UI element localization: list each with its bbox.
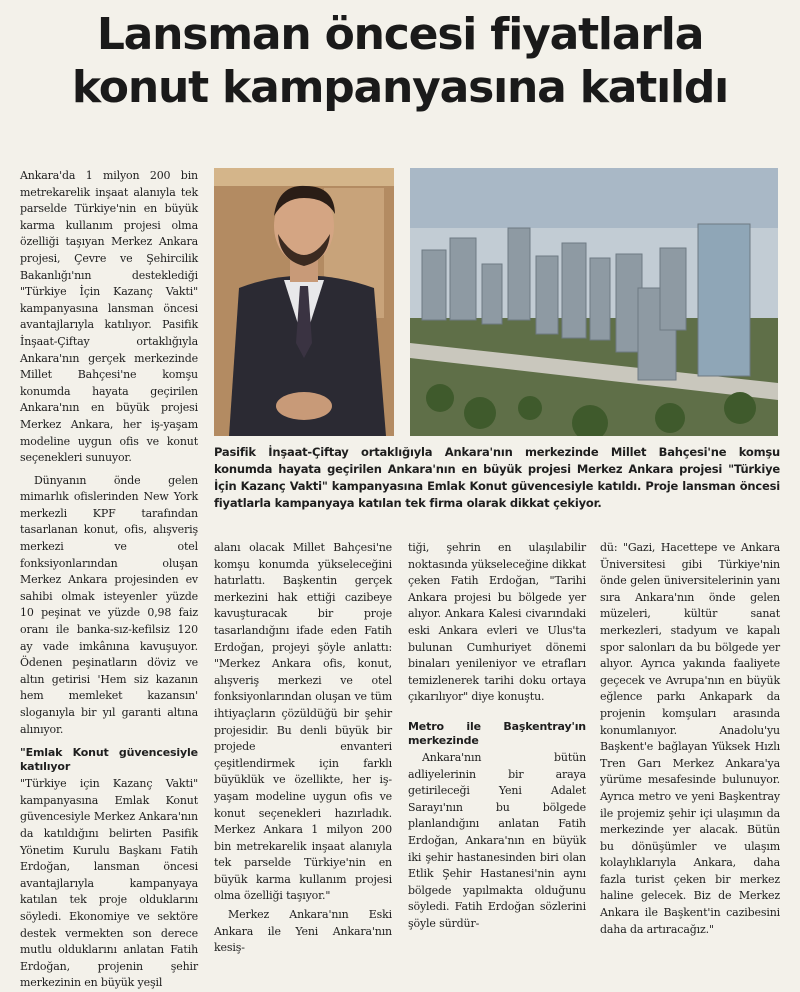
col1-subhead: "Emlak Konut güvencesiyle katılıyor (20, 746, 198, 774)
headline (14, 8, 786, 114)
col1-paragraph-2: Dünyanın önde gelen mimarlık ofislerinden New York merkezli KPF tarafından tasarlanan konut, ofis, alışveriş merkezi ve otel fonksiyonlarından oluşan Merkez Ankara projesinden ev sahibi olmak isteyenler yüzde 10 peşinat ve yüzde 0,98 faiz oranı ile banka-sız-kefilsiz 120 ay vade imkânına kavuşuyor. Ödenen peşinatların döviz ve altın getirisi 'Hem siz kazanın hem memleket kazansın' sloganıyla bir yıl garanti altına alınıyor. (20, 473, 198, 736)
headline-line-1: Lansman öncesi fiyatlarla (96, 9, 704, 60)
portrait-photo (214, 168, 394, 436)
column-1 (20, 168, 198, 992)
col3-paragraph-2: Ankara'nın bütün adliyelerinin bir araya getirileceği Yeni Adalet Sarayı'nın bu bölgede planlandığını anlatan Fatih Erdoğan, Ankara'nın en büyük iki şehir hastanesinden biri olan Etlik Şehir Hastanesi'nin aynı bölgede yapılmakta olduğunu söyledi. Fatih Erdoğan sözlerini şöyle sürdür- (408, 750, 586, 930)
project-rendering-photo (410, 168, 778, 436)
column-3 (408, 540, 586, 932)
city-illustration (410, 168, 778, 436)
col2-paragraph-1: alanı olacak Millet Bahçesi'ne komşu konumda yükseleceğini hatırlattı. Başkentin gerçek merkezini hak ettiği cazibeye kavuşturacak bir proje tasarlandığını ifade eden Fatih Erdoğan, projeyi şöyle anlattı: "Merkez Ankara ofis, konut, alışveriş merkezi ve otel fonksiyonlarından oluşan ve tüm ihtiyaçların çözüldüğü bir şehir projesidir. Bu denli büyük bir projede envanteri çeşitlendirmek için farklı büyüklük ve özellikte, her iş-yaşam modeline uygun ofis ve konut seçenekleri hazırladık. Merkez Ankara 1 milyon 200 bin metrekarelik inşaat alanıyla tek parselde Türkiye'nin en büyük karma kullanım projesi olma özelliği taşıyor." (214, 541, 392, 903)
col3-subhead: Metro ile Başkentray'ın merkezinde (408, 719, 586, 747)
col1-paragraph-1: Ankara'da 1 milyon 200 bin metrekarelik inşaat alanıyla tek parselde Türkiye'nin en büyük karma kullanım projesi olma özelliği taşıyan Merkez Ankara projesi, Çevre ve Şehircilik Bakanlığı'nın desteklediği "Türkiye İçin Kazanç Vakti" kampanyasına lansman öncesi avantajlarıyla katılıyor. Pasifik İnşaat-Çiftay ortaklığıyla Ankara'nın gerçek merkezinde Millet Bahçesi'ne komşu konumda hayata geçirilen Ankara'nın en büyük projesi Merkez Ankara, her iş-yaşam modeline uygun ofis ve konut seçenekleri sunuyor. (20, 169, 198, 465)
headline-line-2: konut kampanyasına katıldı (71, 62, 729, 113)
portrait-illustration (214, 168, 394, 436)
col4-paragraph-1: dü: "Gazi, Hacettepe ve Ankara Üniversitesi gibi Türkiye'nin önde gelen üniversitelerinin yanı sıra Ankara'nın önde gelen müzeleri, kültür sanat merkezleri, stadyum ve kapalı spor salonları da bu bölgede yer alıyor. Ayrıca yakında faaliyete geçecek ve Avrupa'nın en büyük eğlence parkı Ankapark da projenin komşuları arasında konumlanıyor. Anadolu'yu Başkent'e bağlayan Yüksek Hızlı Tren Garı Merkez Ankara'ya yürüme mesafesinde bulunuyor. Ayrıca metro ve yeni Başkentray ile projemiz şehir içi ulaşımın da merkezinde yer alacak. Bütün bu dönüşümler ve ulaşım kolaylıklarıyla Ankara, daha fazla turist çeken bir merkez haline gelecek. Biz de Merkez Ankara ile Başkent'in cazibesini daha da artıracağız." (600, 541, 780, 936)
col3-paragraph-1: tiği, şehrin en ulaşılabilir noktasında yükseleceğine dikkat çeken Fatih Erdoğan, "Tarihi Ankara projesi bu bölgede yer alıyor. Ankara Kalesi civarındaki eski Ankara evleri ve Ulus'ta bulunan Cumhuriyet dönemi binaları yenileniyor ve etrafları temizlenerek tarihi doku ortaya çıkarılıyor" diye konuştu. (408, 541, 586, 704)
photo-caption: Pasifik İnşaat-Çiftay ortaklığıyla Ankara'nın merkezinde Millet Bahçesi'ne komşu konumda hayata geçirilen Ankara'nın en büyük projesi Merkez Ankara projesi "Türkiye İçin Kazanç Vakti" kampanyasına Emlak Konut güvencesiyle katıldı. Proje lansman öncesi fiyatlarla kampanyaya katılan tek firma olarak dikkat çekiyor. (214, 445, 780, 510)
column-4 (600, 540, 780, 938)
col1-paragraph-3: "Türkiye için Kazanç Vakti" kampanyasına Emlak Konut güvencesiyle Merkez Ankara'nın da katıldığını belirten Pasifik Yönetim Kurulu Başkanı Fatih Erdoğan, lansman öncesi avantajlarıyla kampanyaya katılan tek proje olduklarını söyledi. Ekonomiye ve sektöre destek vermekten son derece mutlu olduklarını anlatan Fatih Erdoğan, projenin şehir merkezinin en büyük yeşil (20, 777, 198, 990)
column-2 (214, 540, 392, 957)
col2-paragraph-2: Merkez Ankara'nın Eski Ankara ile Yeni Ankara'nın kesiş- (214, 908, 392, 955)
